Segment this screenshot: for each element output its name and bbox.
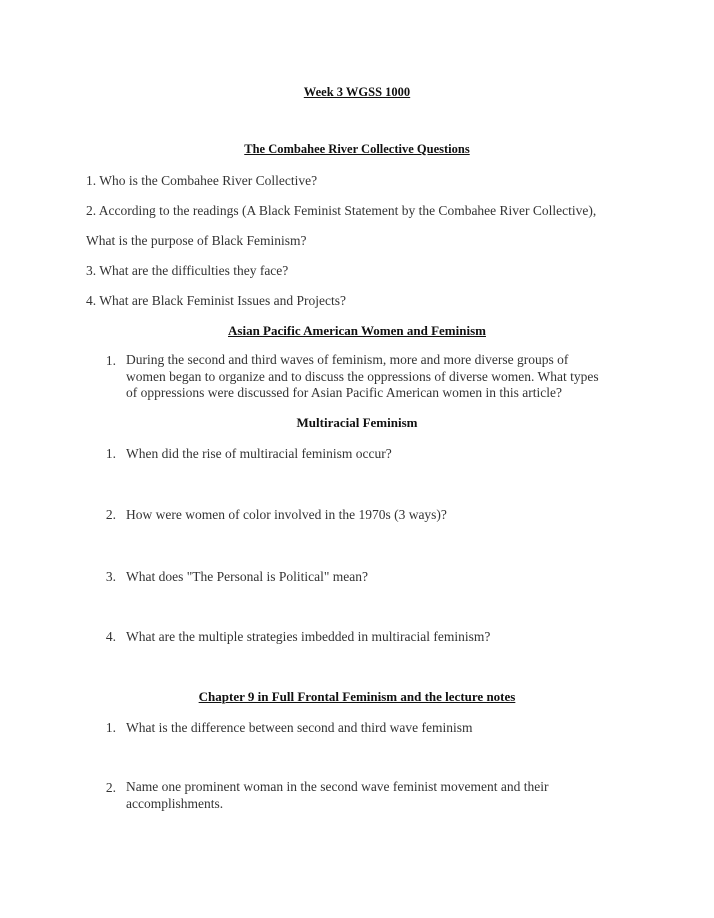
multiracial-question-4: What are the multiple strategies imbedded in multiracial feminism? [126,629,491,644]
chapter-9-question-1-number: 1. [105,720,116,735]
chapter-9-question-1: What is the difference between second and third wave feminism [126,720,473,735]
asian-pacific-question-1-number: 1. [105,353,116,368]
combahee-question-2-line-2: What is the purpose of Black Feminism? [86,233,307,248]
multiracial-question-2: How were women of color involved in the 1970s (3 ways)? [126,507,447,522]
multiracial-question-2-number: 2. [105,507,116,522]
multiracial-section-heading: Multiracial Feminism [296,415,418,430]
document-title: Week 3 WGSS 1000 [303,85,411,99]
chapter-9-question-2-line-2: accomplishments. [126,795,224,811]
asian-pacific-question-1-line-3: of oppressions were discussed for Asian Pacific American women in this article? [126,385,563,400]
chapter-9-question-2-line-1: Name one prominent woman in the second wave feminist movement and their [126,779,549,794]
multiracial-question-1-number: 1. [105,446,116,461]
multiracial-question-4-number: 4. [105,629,116,644]
asian-pacific-question-1 [126,352,599,402]
chapter-9-question-2-number: 2. [105,780,116,795]
asian-pacific-question-1-line-2: women began to organize and to discuss the oppressions of diverse women. What types [126,368,599,384]
chapter-9-question-2 [126,779,549,812]
combahee-question-3: 3. What are the difficulties they face? [86,263,289,278]
multiracial-question-3-number: 3. [105,569,116,584]
multiracial-question-1: When did the rise of multiracial feminism occur? [126,446,392,461]
asian-pacific-section-heading: Asian Pacific American Women and Feminism [228,323,486,338]
combahee-question-1: 1. Who is the Combahee River Collective? [86,173,318,188]
combahee-section-heading: The Combahee River Collective Questions [244,142,470,156]
chapter-9-section-heading: Chapter 9 in Full Frontal Feminism and the lecture notes [198,689,516,704]
combahee-question-4: 4. What are Black Feminist Issues and Projects? [86,293,346,308]
asian-pacific-question-1-line-1: During the second and third waves of feminism, more and more diverse groups of [126,352,569,367]
combahee-question-2-line-1: 2. According to the readings (A Black Feminist Statement by the Combahee River Collective), [86,203,597,218]
multiracial-question-3: What does "The Personal is Political" mean? [126,569,368,584]
